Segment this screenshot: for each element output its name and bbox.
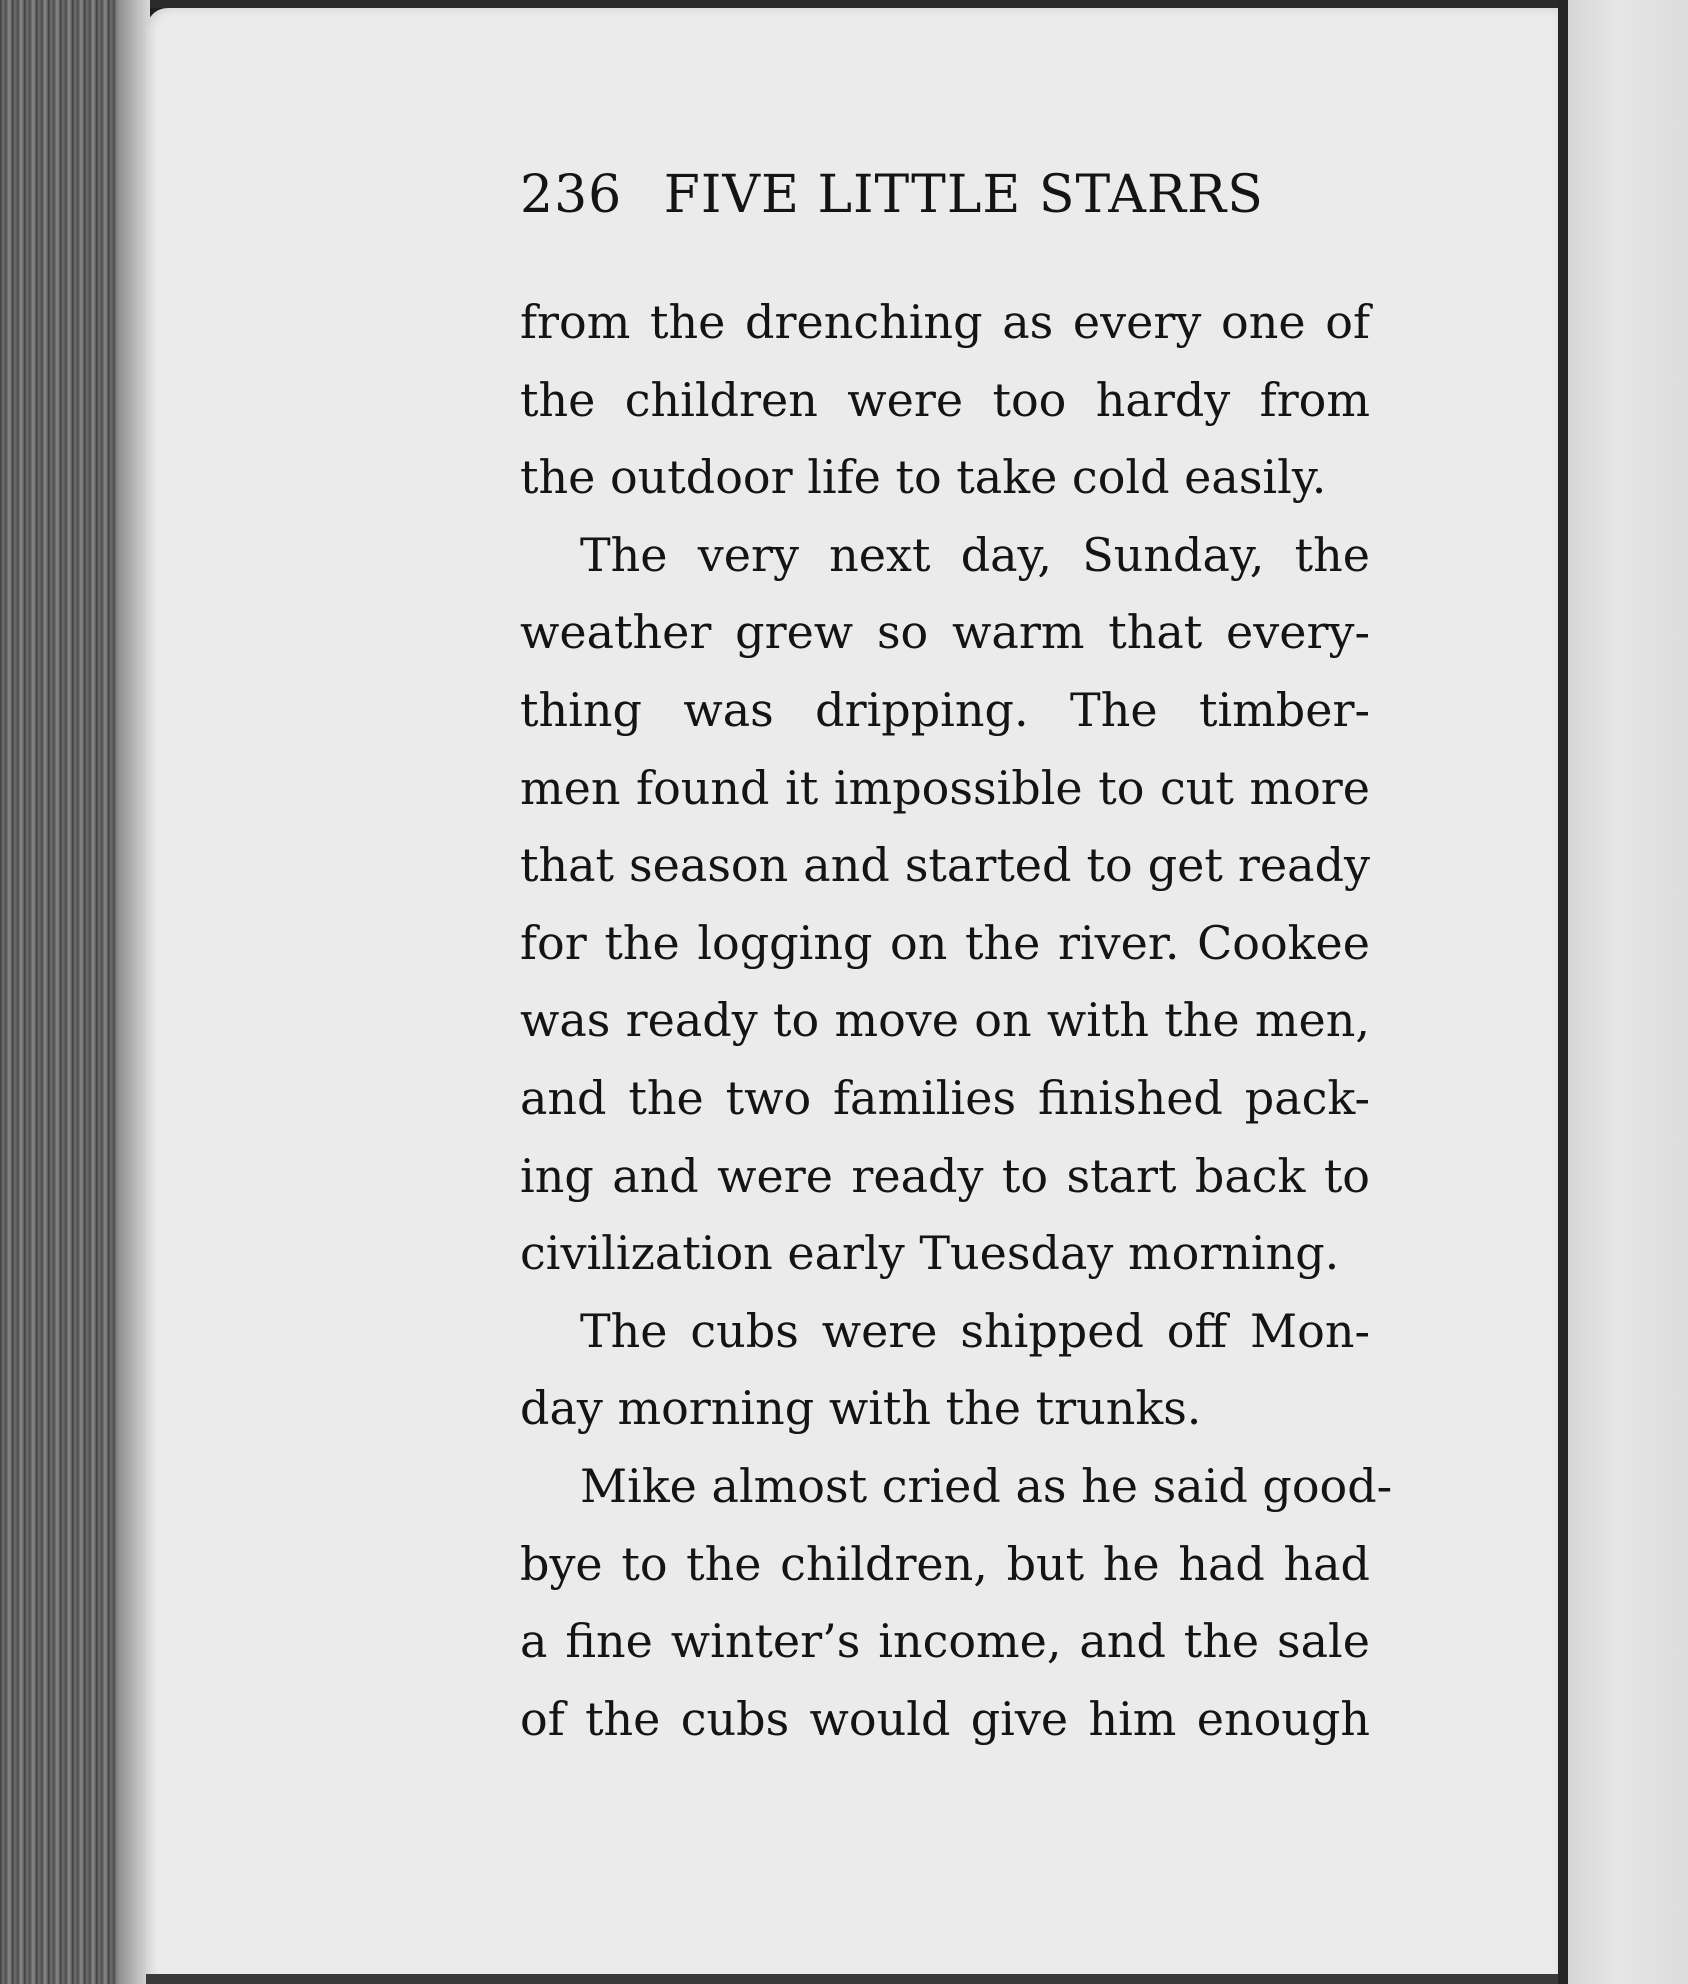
text-line: the children were too hardy from — [520, 372, 1370, 427]
text-line: of the cubs would give him enough — [520, 1691, 1370, 1746]
text-line: weather grew so warm that every- — [520, 605, 1370, 660]
book-gutter — [1558, 0, 1568, 1984]
text-line: for the logging on the river. Cookee — [520, 915, 1370, 970]
page-text — [520, 150, 1393, 1758]
text-line: and the two families finished pack- — [520, 1070, 1370, 1125]
text-line: a fine winter’s income, and the sale — [520, 1614, 1370, 1669]
text-line: day morning with the trunks. — [520, 1381, 1202, 1436]
text-line: civilization early Tuesday morning. — [520, 1226, 1340, 1281]
text-line: the outdoor life to take cold easily. — [520, 450, 1327, 505]
head-spacer — [520, 240, 1370, 284]
running-head — [520, 150, 1370, 240]
text-line: Mike almost cried as he said good- — [580, 1458, 1393, 1513]
text-line: from the drenching as every one of — [520, 295, 1370, 349]
text-line: was ready to move on with the men, — [520, 993, 1370, 1048]
page-number: 236 — [520, 165, 623, 225]
text-line: that season and started to get ready — [520, 838, 1370, 893]
text-line: The very next day, Sunday, the — [580, 527, 1370, 582]
scan-top-edge — [0, 0, 1688, 8]
text-line: thing was dripping. The timber- — [520, 682, 1370, 737]
scan-bottom-edge — [146, 1974, 1558, 1984]
text-line: bye to the children, but he had had — [520, 1536, 1370, 1591]
book-title: FIVE LITTLE STARRS — [663, 165, 1264, 225]
text-line: The cubs were shipped off Mon- — [580, 1303, 1370, 1358]
facing-page — [1568, 0, 1688, 1984]
text-line: men found it impossible to cut more — [520, 760, 1370, 815]
text-line: ing and were ready to start back to — [520, 1148, 1370, 1203]
page-edges — [0, 0, 150, 1984]
